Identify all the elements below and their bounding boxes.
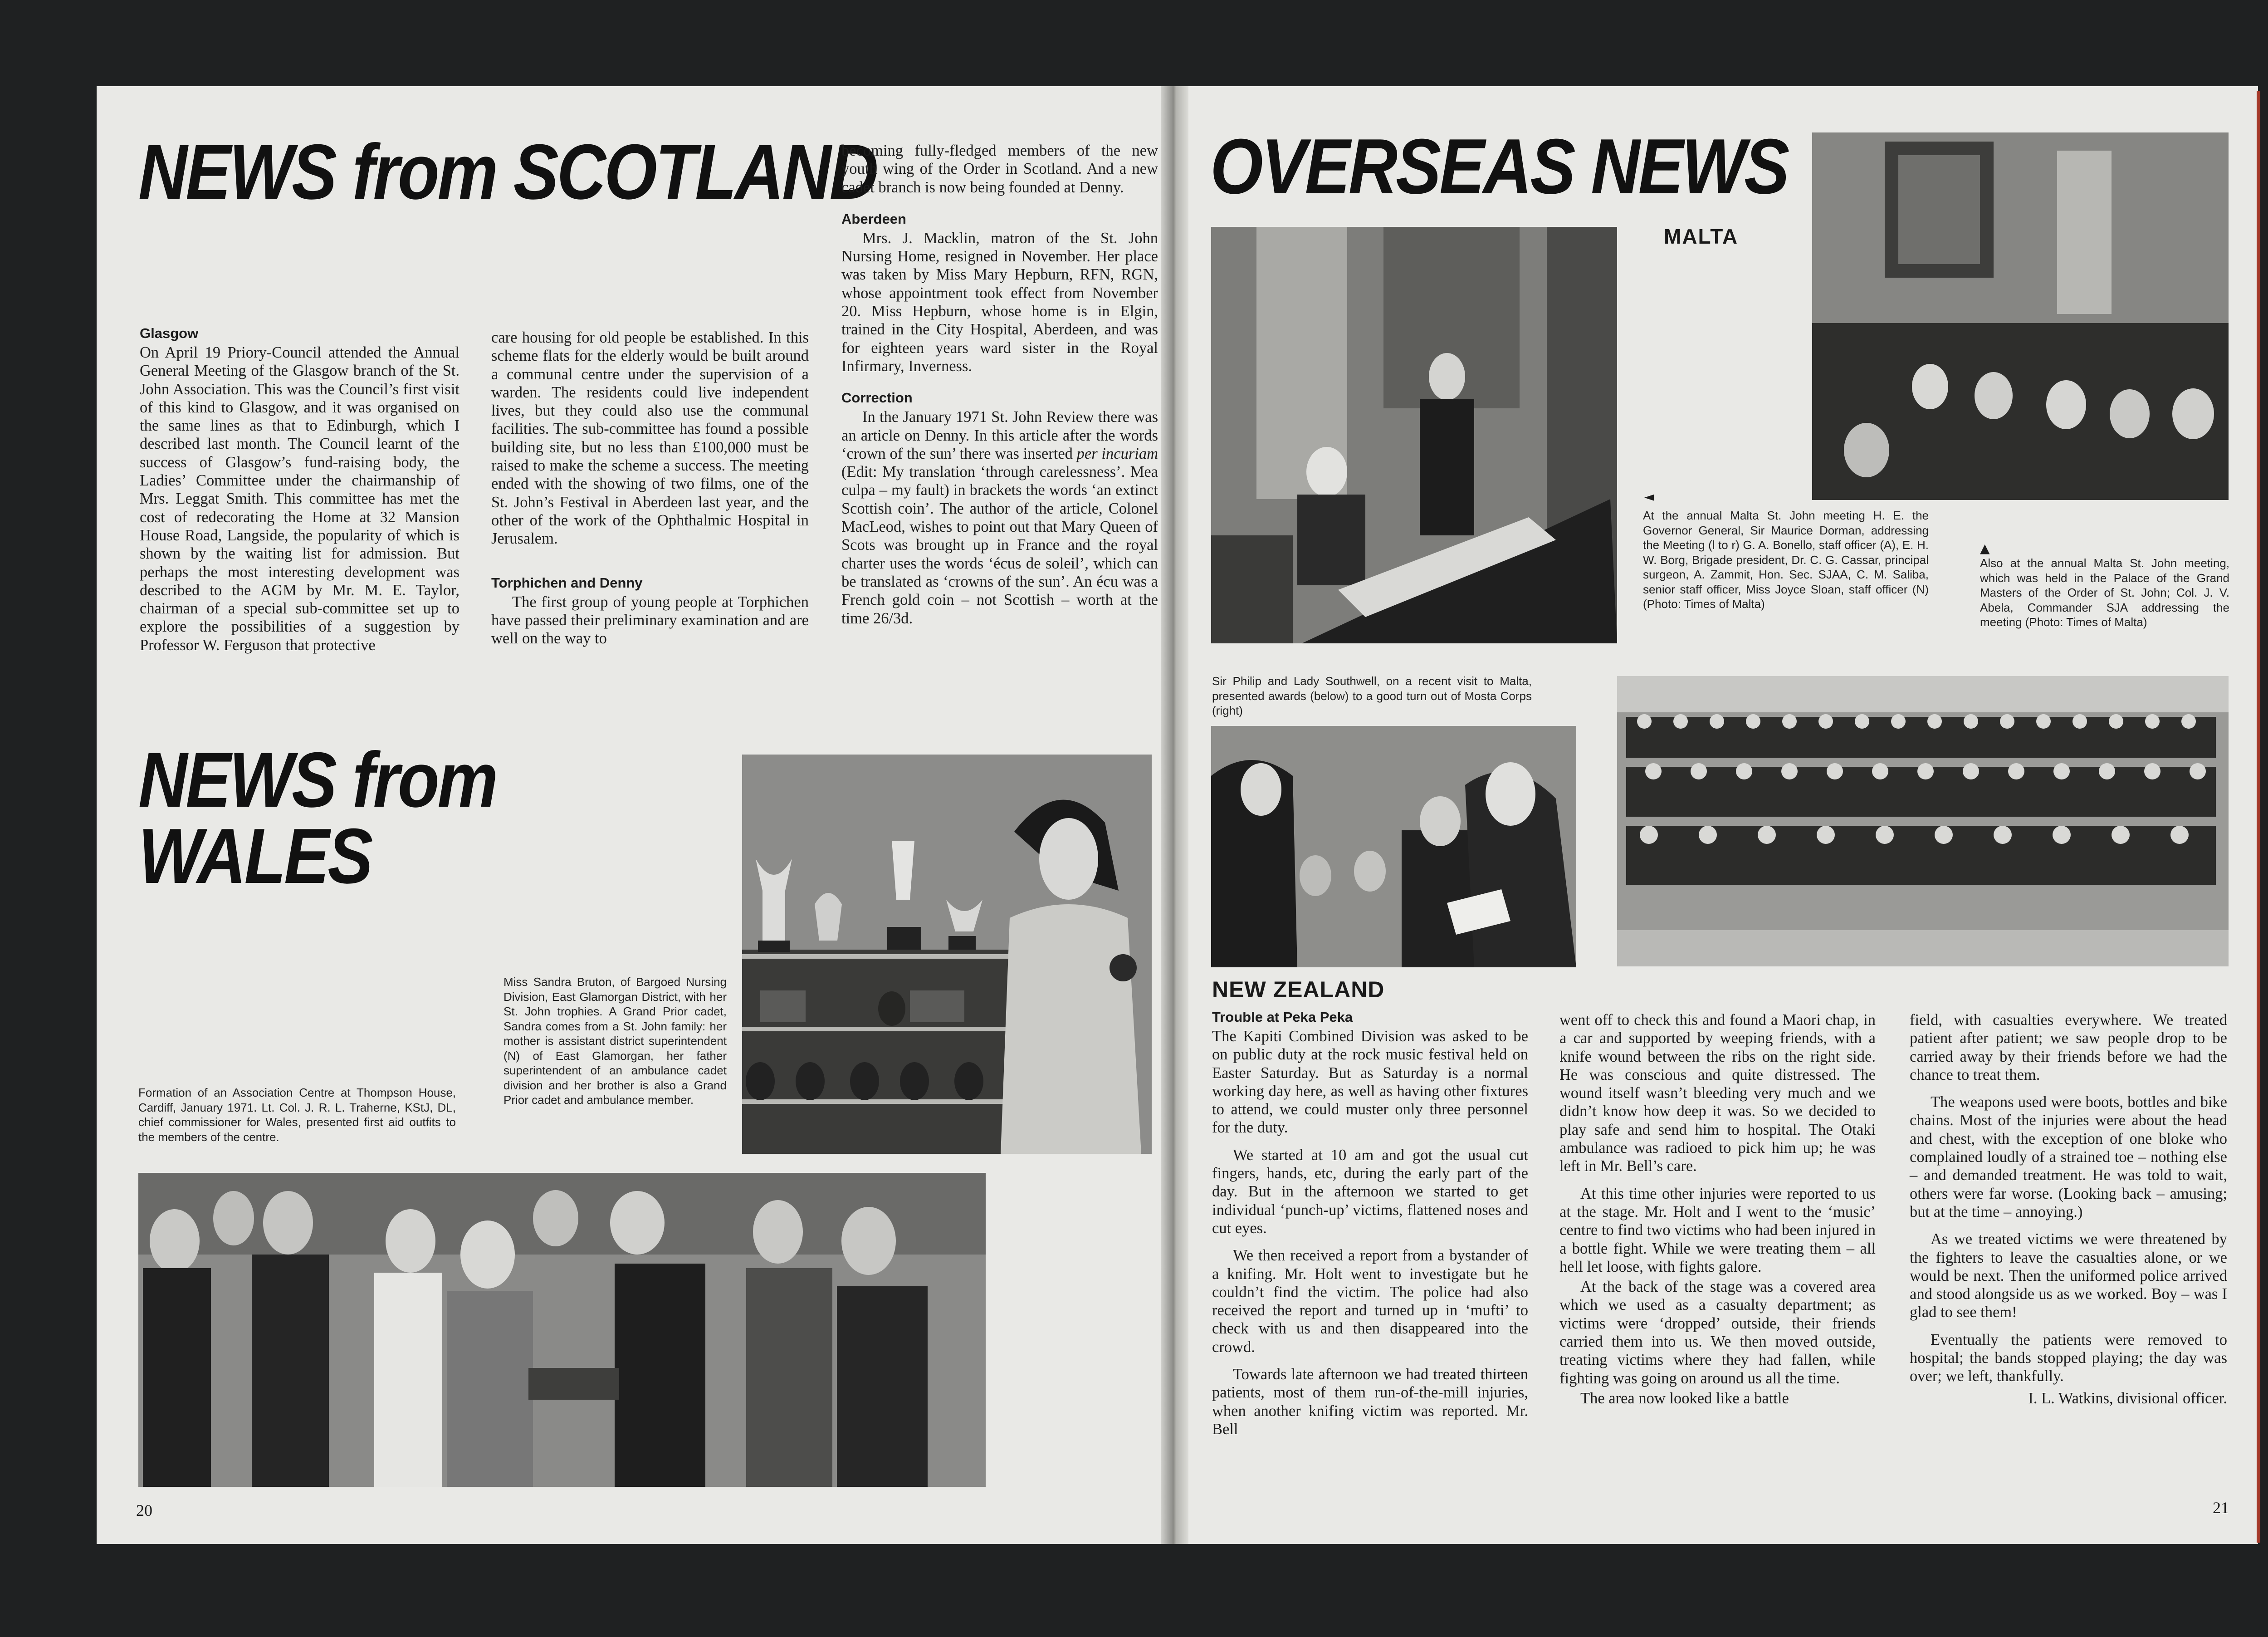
wales-headline-line-2: WALES <box>138 812 371 900</box>
caption-association-centre: Formation of an Association Centre at Thompson House, Cardiff, January 1971. Lt. Col. J. R. L. Traherne, KStJ, DL, chief commissioner for Wales, presented first aid outfits to the members of the centre. <box>138 1086 456 1144</box>
arrow-left-icon: ◄ <box>1644 489 1654 504</box>
column-glasgow-1 <box>140 324 459 663</box>
caption-southwell-visit: Sir Philip and Lady Southwell, on a recent visit to Malta, presented awards (below) to a good turn out of Mosta Corps (right) <box>1212 674 1532 717</box>
arrow-up-icon: ▲ <box>1980 541 1990 556</box>
column-aberdeen <box>841 142 1158 637</box>
aberdeen-text: Mrs. J. Macklin, matron of the St. John Nursing Home, resigned in November. Her place was taken by Miss Mary Hepburn, RFN, RGN, whose appointment took effect from November 20. Miss Hepburn, whose home is in Elgin, trained in the City Hospital, Aberdeen, and was for eighteen years ward sister in the Royal Infirmary, Inverness. <box>841 229 1158 375</box>
torphichen-heading: Torphichen and Denny <box>491 574 643 591</box>
glasgow-text-2: care housing for old people be established. In this scheme flats for the elderly would be built around a communal centre under the supervision of a warden. The residents could live independent lives, but they could also use the communal facilities. The sub-committee has found a possible building site, but no less than £100,000 must be raised to make the scheme a success. The meeting ended with the showing of two films, one of the St. John’s Festival in Aberdeen last year, and the other of the work of the Ophthalmic Hospital in Jerusalem. <box>491 329 809 548</box>
photo-association-centre-formation <box>138 1173 986 1487</box>
photo-sandra-bruton-trophies <box>742 755 1152 1154</box>
malta-label: MALTA <box>1664 225 1739 248</box>
nz-col2-para-4: The area now looked like a battle <box>1580 1389 1789 1407</box>
column-new-zealand-2 <box>1559 1011 1876 1416</box>
torphichen-text-2: becoming fully-fledged members of the new youth wing of the Order in Scotland. And a new cadet branch is now being founded at Denny. <box>841 142 1158 196</box>
nz-col1-para-2: We started at 10 am and got the usual cut fingers, hands, etc, during the early part of the day. But in the afternoon we started to get individual ‘punch-up’ victims, flattened noses and cut eyes. <box>1212 1146 1528 1237</box>
magazine-gutter <box>1161 86 1188 1544</box>
caption-sandra-bruton: Miss Sandra Bruton, of Bargoed Nursing Division, East Glamorgan District, with her St. John trophies. A Grand Prior cadet, Sandra comes from a St. John family: her mother is assistant district superintendent (N) of East Glamorgan, her father superintendent of an ambulance cadet division and her brother is also a Grand Prior cadet and ambulance member. <box>503 975 727 1107</box>
nz-col3-para-3: As we treated victims we were threatened by the fighters to leave the casualties alone, or we would be next. Then the uniformed police arrived and stood alongside us as we worked. Boy – was I glad to see them! <box>1910 1230 2227 1321</box>
correction-heading: Correction <box>841 390 913 406</box>
new-zealand-label: NEW ZEALAND <box>1212 977 1385 1002</box>
aberdeen-heading: Aberdeen <box>841 211 906 227</box>
photo-mosta-corps <box>1617 676 2229 966</box>
nz-col2-para-2: At this time other injuries were reported to us at the stage. Mr. Holt and I went to the ‘music’ centre to find two victims who had been injured in a bottle fight. While we were treating them – all hell let loose, with fights galore. <box>1559 1185 1876 1275</box>
column-new-zealand-3 <box>1910 1011 2227 1407</box>
nz-col1-para-3: We then received a report from a bystander of a knifing. Mr. Holt went to investigate but he couldn’t find the victim. The police had also received the report and turned up in ‘mufti’ to check with us and then disappeared into the crowd. <box>1212 1247 1528 1356</box>
glasgow-heading: Glasgow <box>140 325 199 341</box>
glasgow-text-1: On April 19 Priory-Council attended the Annual General Meeting of the Glasgow branch of the St. John Association. This was the Council’s first visit of this kind to Glasgow, and it was organised on the same lines as that to Edinburgh, which I described last month. The Council learnt of the success of Glasgow’s fund-raising body, the Ladies’ Committee under the chairmanship of Mrs. Leggat Smith. This committee has met the cost of redecorating the Home at 32 Mansion House Road, Langside, the popularity of which is shown by the waiting list for admission. But perhaps the most interesting development was described to the AGM by Mr. M. E. Taylor, chairman of a special sub-committee set up to explore the possibilities of a suggestion by Professor W. Ferguson that protective <box>140 344 459 654</box>
caption-malta-meeting-governor: At the annual Malta St. John meeting H. E. the Governor General, Sir Maurice Dorman, addressing the Meeting (l to r) G. A. Bonello, staff officer (A), E. H. W. Borg, Brigade president, Dr. C. G. Cassar, principal surgeon, A. Zammit, Hon. Sec. SJAA, C. M. Saliba, senior staff officer, Miss Joyce Sloan, staff officer (N) (Photo: Times of Malta) <box>1643 509 1929 611</box>
column-new-zealand-1 <box>1212 1008 1528 1447</box>
nz-col3-para-4: Eventually the patients were removed to hospital; the bands stopped playing; the day was over; we left, thankfully. <box>1910 1331 2227 1385</box>
nz-col3-para-1: field, with casualties everywhere. We treated patient after patient; we saw people drop to be carried away by their friends before we had the chance to treat them. <box>1910 1011 2227 1083</box>
page-number-left: 20 <box>136 1501 152 1519</box>
nz-col1-para-4: Towards late afternoon we had treated thirteen patients, most of them run-of-the-mill injuries, when another knifing victim was reported. Mr. Bell <box>1212 1366 1528 1438</box>
nz-signature: I. L. Watkins, divisional officer. <box>2028 1389 2227 1407</box>
nz-subheading: Trouble at Peka Peka <box>1212 1009 1353 1025</box>
scotland-headline: NEWS from SCOTLAND <box>138 127 877 216</box>
page-edge <box>2257 91 2260 1543</box>
caption-malta-meeting-palace: Also at the annual Malta St. John meeting, which was held in the Palace of the Grand Masters of the Order of St. John; Col. J. V. Abela, Commander SJA addressing the meeting (Photo: Times of Malta) <box>1980 556 2229 629</box>
correction-text: In the January 1971 St. John Review there was an article on Denny. In this article after the words ‘crown of the sun’ there was inserted per incuriam (Edit: My translation ‘through carelessness’. Mea culpa – my fault) in brackets the words ‘an extinct Scottish coin’. The author of the article, Colonel MacLeod, wishes to point out that Mary Queen of Scots was brought up in France and the royal charter uses the words ‘écus de soleil’, which can be translated as ‘crowns of the sun’. An écu was a French gold coin – not Scottish – worth at the time 26/3d. <box>841 408 1158 627</box>
nz-col3-para-2: The weapons used were boots, bottles and bike chains. Most of the injuries were about the head and chest, with the exception of one bloke who complained loudly of a strained toe – nothing else – and demanded treatment. He was told to wait, others were far worse. (Looking back – amusing; but at the time – annoying.) <box>1910 1093 2227 1220</box>
nz-col1-para-1: The Kapiti Combined Division was asked to be on public duty at the rock music festival held on Easter Saturday. But as Saturday is a normal working day here, as well as having other fixtures to attend, we could muster only three personnel for the duty. <box>1212 1028 1528 1137</box>
photo-malta-meeting-governor <box>1211 227 1617 643</box>
nz-col2-para-1: went off to check this and found a Maori chap, in a car and supported by weeping friends, with a knife wound between the ribs on the right side. He was conscious and quite distressed. The wound itself wasn’t bleeding very much and we didn’t know how deep it was. So we decided to play safe and send him to hospital. The Otaki ambulance was radioed to pick him up; he was left in Mr. Bell’s care. <box>1559 1011 1876 1175</box>
photo-malta-meeting-palace <box>1812 132 2229 500</box>
column-glasgow-2 <box>491 328 809 657</box>
page-number-right: 21 <box>2213 1499 2229 1517</box>
wales-headline-line-1: NEWS from <box>138 735 496 823</box>
overseas-headline: OVERSEAS NEWS <box>1210 122 1788 210</box>
photo-southwell-awards <box>1211 726 1576 967</box>
torphichen-text-1: The first group of young people at Torphichen have passed their preliminary examination and are well on the way to <box>491 593 809 647</box>
nz-col2-para-3: At the back of the stage was a covered area which we used as a casualty department; as victims were ‘dropped’ outside, their friends carried them into us. We then moved outside, treating victims where they had fallen, while fighting was going on around us all the time. <box>1559 1278 1876 1387</box>
